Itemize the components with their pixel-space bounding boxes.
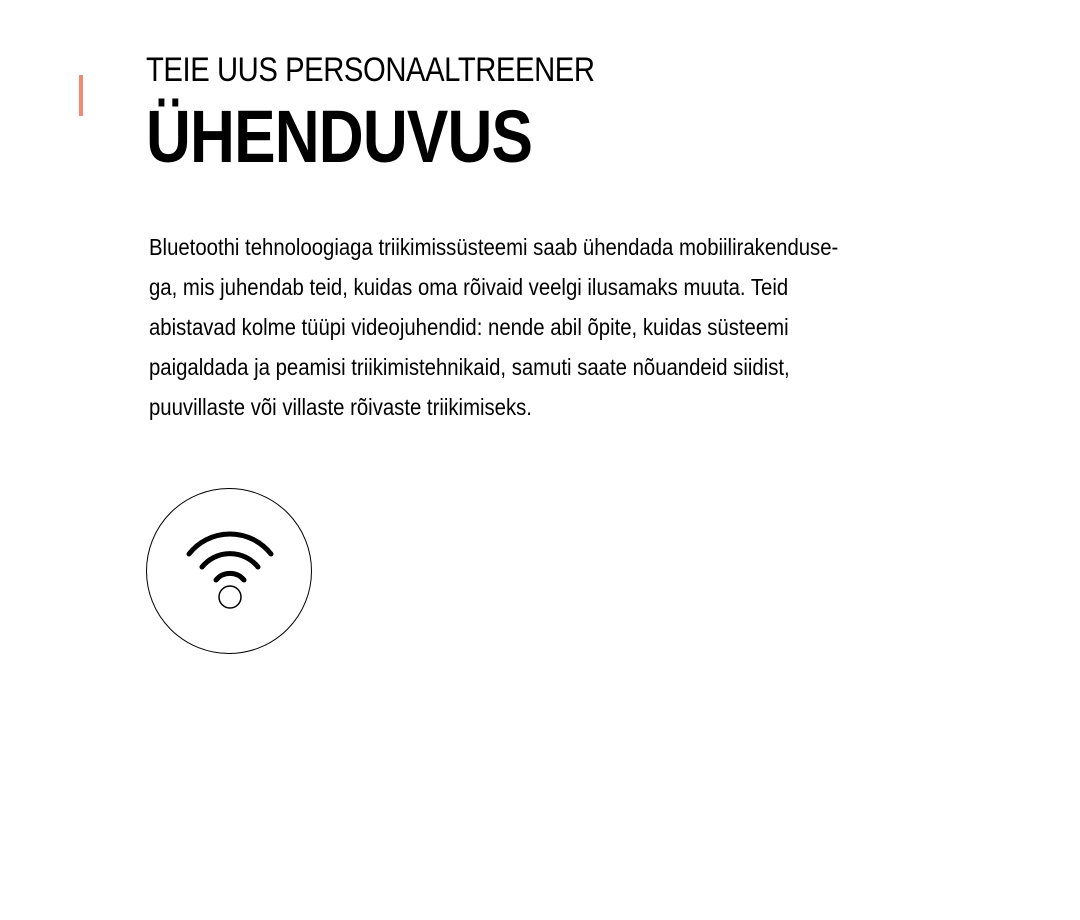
section-subtitle: TEIE UUS PERSONAALTREENER	[146, 51, 595, 89]
section-title: ÜHENDUVUS	[146, 95, 533, 178]
body-line: abistavad kolme tüüpi videojuhendid: nende abil õpite, kuidas süsteemi	[149, 314, 789, 340]
body-line: ga, mis juhendab teid, kuidas oma rõivaid veelgi ilusamaks muuta. Teid	[149, 274, 789, 300]
body-line: Bluetoothi tehnoloogiaga triikimissüsteemi saab ühendada mobiilirakenduse-	[149, 234, 839, 260]
connectivity-badge	[146, 488, 312, 654]
body-paragraph	[149, 227, 992, 427]
wifi-icon	[147, 489, 313, 655]
body-line: puuvillaste või villaste rõivaste triikimiseks.	[149, 394, 532, 420]
body-line: paigaldada ja peamisi triikimistehnikaid, samuti saate nõuandeid siidist,	[149, 354, 790, 380]
accent-bar	[79, 75, 83, 116]
